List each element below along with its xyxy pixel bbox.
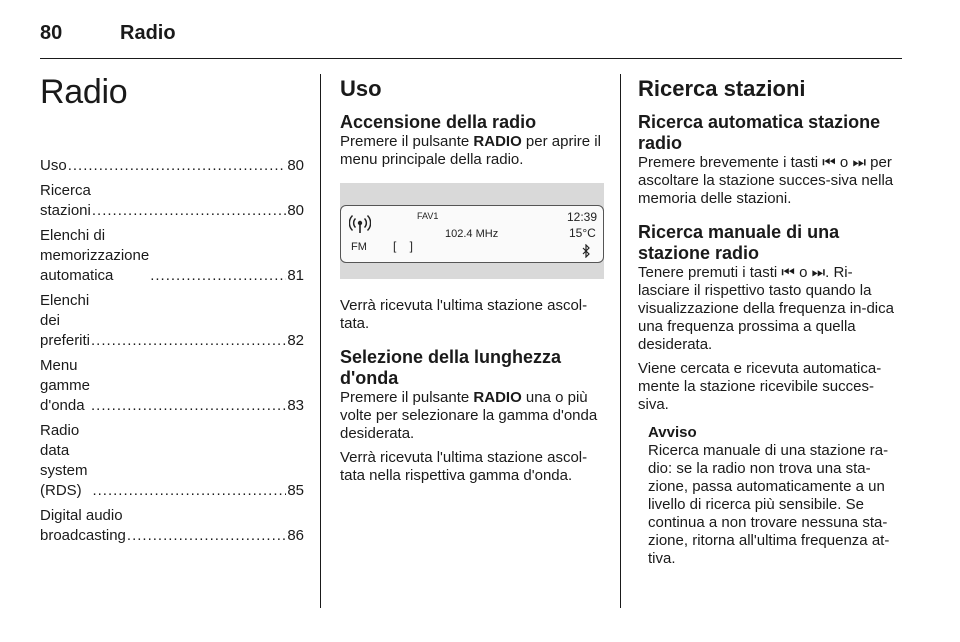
toc-item[interactable]: Elenchi dei preferiti ..... 82 <box>40 291 304 351</box>
paragraph: Premere il pulsante RADIO per aprire il menu principale della radio. <box>340 133 601 168</box>
subsection-title: Ricerca manuale di una stazione radio <box>638 222 840 263</box>
section-title-ricerca: Ricerca stazioni <box>638 76 806 101</box>
radio-display-figure <box>340 183 604 279</box>
column-divider-1 <box>320 74 321 608</box>
toc-item[interactable]: Ricerca stazioni ..... 80 <box>40 181 304 221</box>
band-label: FM <box>351 241 367 253</box>
seek-forward-icon: ⏭ <box>811 264 826 281</box>
toc-item[interactable]: Elenchi di memorizzazione automatica ..... 81 <box>40 226 304 286</box>
preset-list-label: FAV1 <box>417 211 439 221</box>
radio-screen <box>340 205 604 263</box>
chapter-title: Radio <box>40 73 128 111</box>
paragraph: Premere brevemente i tasti ⏮ o ⏭ per ascoltare la stazione succes-siva nella memoria delle stazioni. <box>638 154 894 207</box>
paragraph: Verrà ricevuta l'ultima stazione ascol-tata. <box>340 297 588 332</box>
toc-item[interactable]: Menu gamme d'onda ..... 83 <box>40 356 304 416</box>
frequency-readout: 102.4 MHz <box>445 228 499 240</box>
column-divider-2 <box>620 74 621 608</box>
uso-column <box>340 74 604 491</box>
toc-column <box>40 74 304 551</box>
toc-item[interactable]: Radio data system (RDS) ..... 85 <box>40 421 304 501</box>
radio-antenna-icon <box>349 212 371 234</box>
preset-brackets: [ ] <box>393 239 419 253</box>
section-title-uso: Uso <box>340 76 382 101</box>
header-section-title: Radio <box>120 22 176 44</box>
seek-forward-icon: ⏭ <box>852 154 866 171</box>
temperature-readout: 15°C <box>569 226 596 240</box>
paragraph: Premere il pulsante RADIO una o più volte per selezionare la gamma d'onda desiderata. <box>340 389 598 442</box>
notice-box <box>638 424 902 568</box>
seek-back-icon: ⏮ <box>822 154 836 171</box>
page-number: 80 <box>40 22 63 44</box>
paragraph: Viene cercata e ricevuta automatica-mente la stazione ricevibile succes-siva. <box>638 360 882 413</box>
ricerca-column <box>638 74 902 574</box>
subsection-title: Accensione della radio <box>340 112 537 132</box>
paragraph: Verrà ricevuta l'ultima stazione ascol-tata nella rispettiva gamma d'onda. <box>340 449 588 484</box>
paragraph: Tenere premuti i tasti ⏮ o ⏭. Ri-lasciare il rispettivo tasto quando la visualizzazione della frequenza in-dica una frequenza prossima a quella desiderata. <box>638 264 894 353</box>
table-of-contents <box>40 156 304 546</box>
notice-title: Avviso <box>648 424 697 441</box>
subsection-title: Selezione della lunghezza d'onda <box>340 347 562 388</box>
header-divider <box>40 58 902 59</box>
toc-item[interactable]: Digital audio broadcasting ..... 86 <box>40 506 304 546</box>
subsection-title: Ricerca automatica stazione radio <box>638 112 881 153</box>
bluetooth-icon <box>581 244 591 258</box>
notice-text: Ricerca manuale di una stazione ra-dio: se la radio non trova una sta-zione, passa automaticamente a un livello di ricerca più sensibile. Se continua a non trovare nessuna sta-zione, ritorna all'ultima frequenza at-tiva. <box>648 442 890 567</box>
toc-item[interactable]: Uso ..... 80 <box>40 156 304 176</box>
clock-readout: 12:39 <box>567 210 598 224</box>
seek-back-icon: ⏮ <box>781 264 795 281</box>
page-header <box>40 18 902 58</box>
